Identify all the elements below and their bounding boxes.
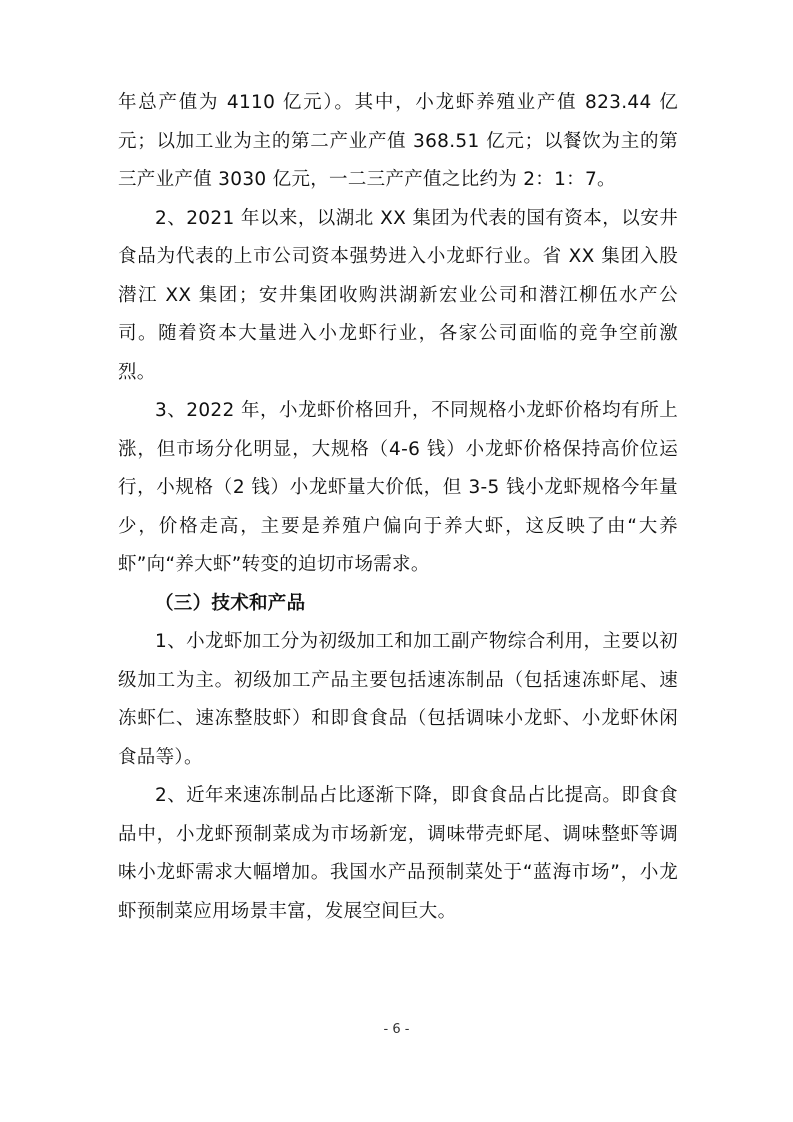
- body-text: [118, 84, 678, 931]
- page-number: - 6 -: [383, 1022, 410, 1037]
- paragraph-ready-to-eat: 2、近年来速冻制品占比逐渐下降，即食食品占比提高。即食食品中，小龙虾预制菜成为市场新宠，调味带壳虾尾、调味整虾等调味小龙虾需求大幅增加。我国水产品预制菜处于“蓝海市场”，小龙虾预制菜应用场景丰富，发展空间巨大。: [118, 785, 678, 922]
- section-heading-technology: （三）技术和产品: [155, 592, 306, 614]
- paragraph-processing: 1、小龙虾加工分为初级加工和加工副产物综合利用，主要以初级加工为主。初级加工产品主要包括速冻制品（包括速冻虾尾、速冻虾仁、速冻整肢虾）和即食食品（包括调味小龙虾、小龙虾休闲食品等）。: [118, 631, 678, 768]
- paragraph-price-trend: 3、2022 年，小龙虾价格回升，不同规格小龙虾价格均有所上涨，但市场分化明显，大规格（4-6 钱）小龙虾价格保持高价位运行，小规格（2 钱）小龙虾量大价低，但 3-5 钱小龙虾规格今年量少，价格走高，主要是养殖户偏向于养大虾，这反映了由“大养虾”向“养大虾”转变的迫切市场需求。: [118, 400, 678, 575]
- paragraph-capital-entry: 2、2021 年以来，以湖北 XX 集团为代表的国有资本，以安井食品为代表的上市公司资本强势进入小龙虾行业。省 XX 集团入股潜江 XX 集团；安井集团收购洪湖新宏业公司和潜江柳伍水产公司。随着资本大量进入小龙虾行业，各家公司面临的竞争空前激烈。: [118, 207, 678, 383]
- paragraph-total-output: 年总产值为 4110 亿元）。其中，小龙虾养殖业产值 823.44 亿元；以加工业为主的第二产业产值 368.51 亿元；以餐饮为主的第三产业产值 3030 亿元，一二三产产值之比约为 2：1：7。: [118, 92, 678, 190]
